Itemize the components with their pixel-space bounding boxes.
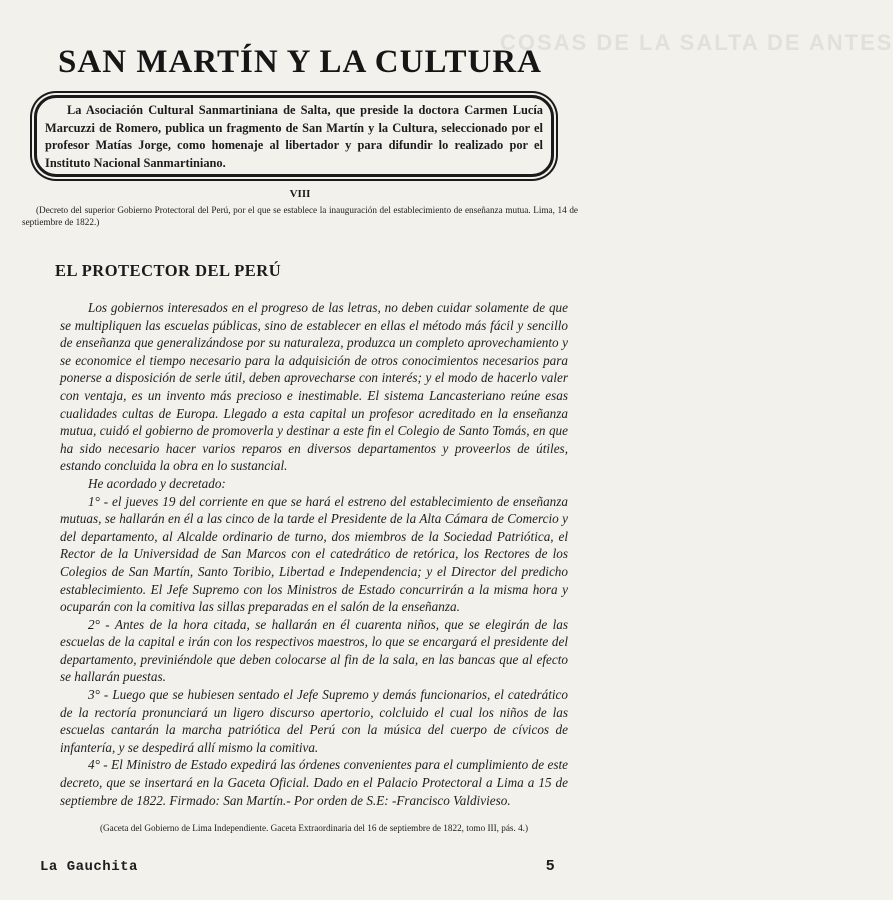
body-paragraph: 2° - Antes de la hora citada, se hallarán en él cuarenta niños, que se elegirán de las escuelas de la capital e irán con los respectivos maestros, lo que se encargará el presidente del departamento, previniéndole que deben colocarse al fin de la sala, en las bancas que al efecto se hallarán puestas. [60,616,568,685]
article-body [60,299,568,809]
article-title: SAN MARTÍN Y LA CULTURA [58,44,542,80]
body-paragraph: 3° - Luego que se hubiesen sentado el Jefe Supremo y demás funcionarios, el catedrático de la rectoría pronunciará un ligero discurso apertorio, colcluido el cual los niños de las escuelas cantarán la marcha patriótica del Perú con la música del cuerpo de cívicos de infantería, y se despedirá allí mismo la comitiva. [60,687,568,755]
source-citation: (Gaceta del Gobierno de Lima Independiente. Gaceta Extraordinaria del 16 de septiembre de 1822, tomo III, pás. 4.) [99,823,529,833]
publication-name: La Gauchita [40,859,138,875]
body-paragraph: Los gobiernos interesados en el progreso de las letras, no deben cuidar solamente de que se multipliquen las escuelas públicas, sino de establecer en ellas el método más fácil y sencillo de enseñanza que generalizándose por su naturaleza, produzca un completo aprovechamiento y se economice el tiempo necesario para la adquisición de otros conocimientos necesarios para ponerse a disposición de serle útil, deben aprovecharse con interés; y el modo de hacerlo valer con ventaja, es un invento más precioso e inestimable. El sistema Lancasteriano reúne esas cualidades cultas de Europa. Llegado a esta capital un profesor acreditado en la enseñanza mutua, cuidó el gobierno de promoverla y destinar a este fin el Colegio de Santo Tomás, en que ha sido necesario hacer varios reparos en diversos departamentos y proveerlos de útiles, estando concluida la obra en lo sustancial. [60,300,568,474]
body-paragraph: 4° - El Ministro de Estado expedirá las órdenes convenientes para el cumplimiento de este decreto, que se insertará en la Gaceta Oficial. Dado en el Palacio Protectoral a Lima a 15 de septiembre de 1822. Firmado: San Martín.- Por orden de S.E: -Francisco Valdivieso. [60,757,568,808]
body-paragraph: 1° - el jueves 19 del corriente en que se hará el estreno del establecimiento de enseñanza mutuas, se hallarán en él a las cinco de la tarde el Presidente de la Alta Cámara de Comercio y del departamento, al Alcalde ordinario de turno, dos miembros de la Sociedad Patriótica, el Rector de la Universidad de San Marcos con el catedrático de retórica, los Rectores de los Colegios de San Martín, Santo Toribio, Libertad e Independencia; y el Director del predicho establecimiento. El Jefe Supremo con los Ministros de Estado concurrirán a la misma hora y ocuparán con la comitiva las sillas preparadas en el salón de la enseñanza. [60,493,568,615]
intro-box [34,95,554,177]
section-number: VIII [289,188,311,200]
intro-text: La Asociación Cultural Sanmartiniana de Salta, que preside la doctora Carmen Lucía Marcuzzi de Romero, publica un fragmento de San Martín y la Cultura, seleccionado por el profesor Matías Jorge, como homenaje al libertador y para difundir lo realizado por el Instituto Nacional Sanmartiniano. [45,103,543,170]
page-number: 5 [546,857,555,874]
body-paragraph: He acordado y decretado: [88,475,226,491]
decree-note: (Decreto del superior Gobierno Protectoral del Perú, por el que se establece la inauguración del establecimiento de enseñanza mutua. Lima, 14 de septiembre de 1822.) [22,205,578,227]
section-heading: EL PROTECTOR DEL PERÚ [55,261,282,280]
bleed-through-text: COSAS DE LA SALTA DE ANTES [500,30,893,55]
